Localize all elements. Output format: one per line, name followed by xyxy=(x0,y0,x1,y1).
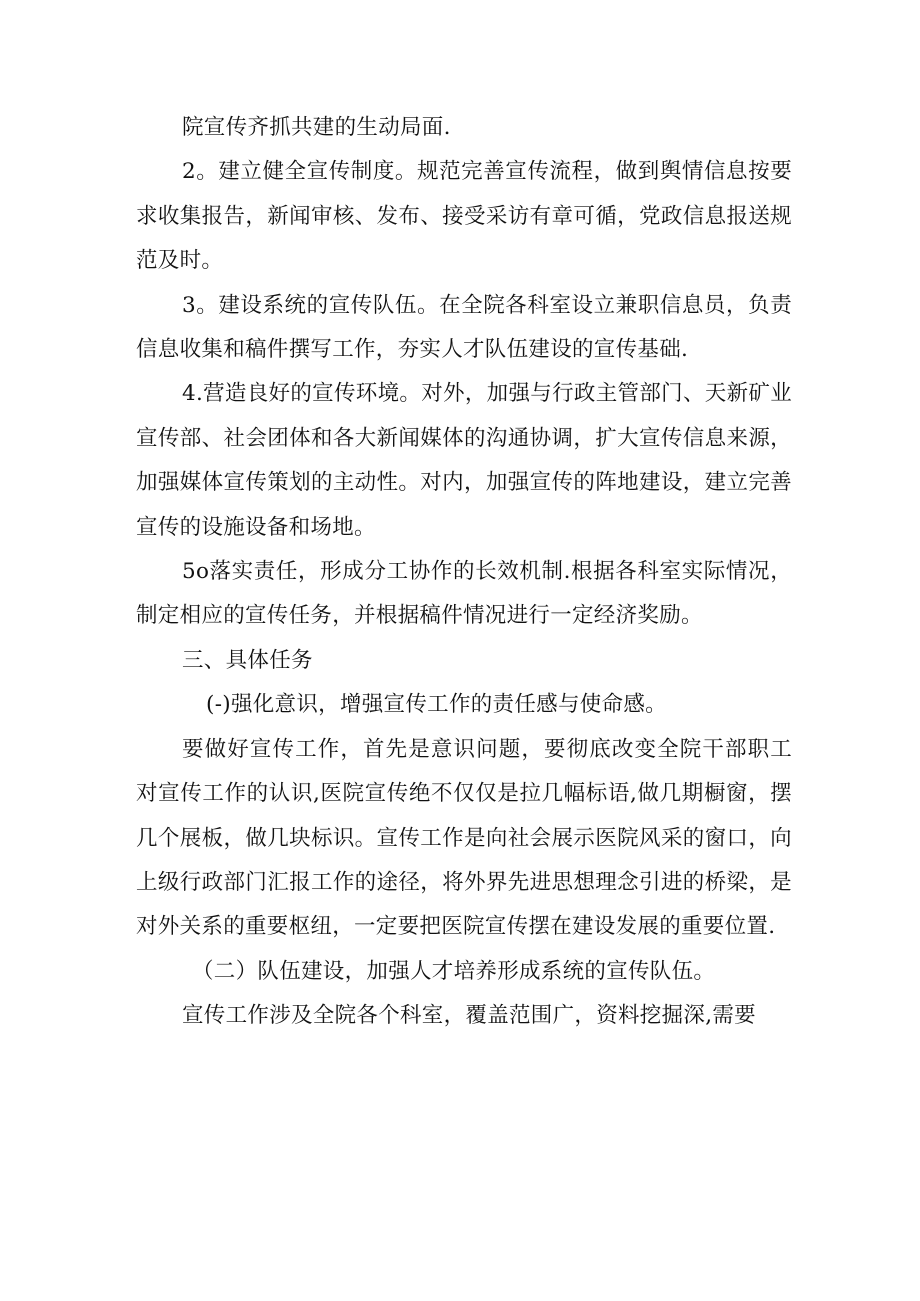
section-heading-3: 三、具体任务 xyxy=(182,647,313,673)
paragraph-6: 要做好宣传工作，首先是意识问题，要彻底改变全院干部职工对宣传工作的认识,医院宣传绝不仅仅是拉几幅标语,做几期橱窗，摆几个展板，做几块标识。宣传工作是向社会展示医院风采的窗口，向上级行政部门汇报工作的途径，将外界先进思想理念引进的桥梁，是对外关系的重要枢纽，一定要把医院宣传摆在建设发展的重要位置. xyxy=(136,736,792,940)
document-body xyxy=(136,106,792,1039)
paragraph-2: 2。建立健全宣传制度。规范完善宣传流程，做到舆情信息按要求收集报告，新闻审核、发布、接受采访有章可循，党政信息报送规范及时。 xyxy=(136,159,792,274)
paragraph-1: 院宣传齐抓共建的生动局面. xyxy=(182,115,451,140)
paragraph-7: 宣传工作涉及全院各个科室，覆盖范围广，资料挖掘深,需要 xyxy=(182,1003,756,1029)
subheading-1: (-)强化意识，增强宣传工作的责任感与使命感。 xyxy=(206,692,667,718)
paragraph-5: 5o落实责任，形成分工协作的长效机制.根据各科室实际情况，制定相应的宣传任务，并根据稿件情况进行一定经济奖励。 xyxy=(136,559,792,629)
paragraph-3: 3。建设系统的宣传队伍。在全院各科室设立兼职信息员，负责信息收集和稿件撰写工作，夯实人才队伍建设的宣传基础. xyxy=(136,292,792,363)
paragraph-4: 4.营造良好的宣传环境。对外，加强与行政主管部门、天新矿业宣传部、社会团体和各大新闻媒体的沟通协调，扩大宣传信息来源，加强媒体宣传策划的主动性。对内，加强宣传的阵地建设，建立完善宣传的设施设备和场地。 xyxy=(136,381,792,540)
subheading-2: （二）队伍建设，加强人才培养形成系统的宣传队伍。 xyxy=(192,958,716,984)
